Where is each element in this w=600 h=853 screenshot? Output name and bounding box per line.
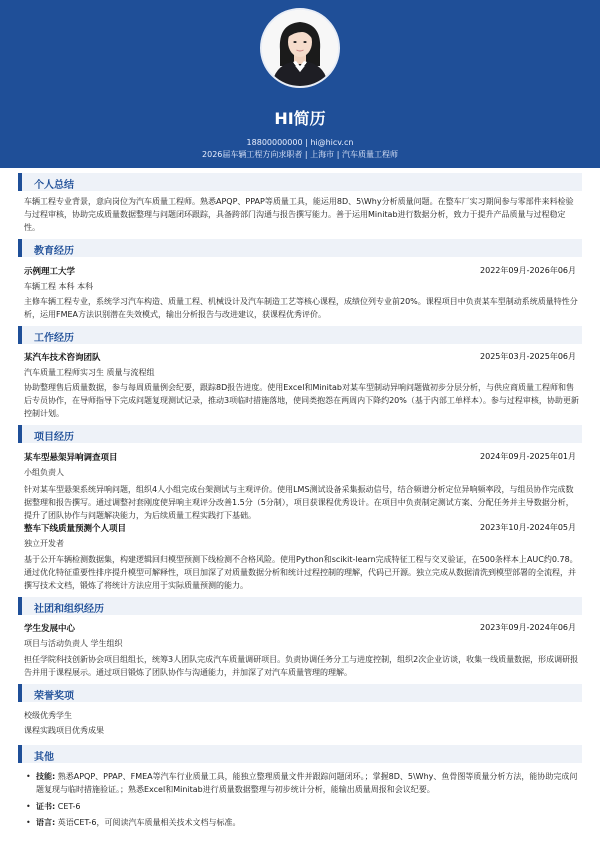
project-date: 2024年09月-2025年01月: [480, 452, 576, 461]
section-title-campus: [18, 597, 582, 615]
education-org: 示例理工大学: [24, 267, 76, 277]
contact-line: 18800000000 | hi@hicv.cn: [246, 138, 354, 147]
section-title-text: 荣誉奖项: [34, 691, 74, 702]
project-org: 某车型悬架异响调查项目: [24, 453, 118, 463]
section-title-text: 个人总结: [34, 180, 74, 191]
other-certificates: [26, 800, 582, 813]
avatar-photo-icon: [262, 10, 338, 86]
resume-header: [0, 0, 600, 168]
work-desc: 协助整理售后质量数据，参与每周质量例会纪要，跟踪8D报告进度。使用Excel和Minitab对某车型制动异响问题做初步分层分析，与供应商质量工程师和售后专员协作，在导师指导下完成问题复现测试记录，推动3项临时措施落地，使同类抱怨在两周内下降约20%（基于内部工单样本）。参与过程审核，协助更新控制计划。: [24, 383, 579, 418]
other-text: 英语CET-6，可阅读汽车质量相关技术文档与标准。: [57, 818, 241, 827]
other-text: 熟悉APQP、PPAP、FMEA等汽车行业质量工具，能独立整理质量文件并跟踪问题闭环。；掌握8D、5\Why、鱼骨图等质量分析方法，能协助完成问题复现与临时措施验证。；熟悉Excel和Minitab进行质量数据整理与初步统计分析，能输出质量周报和会议纪要。: [36, 772, 578, 794]
resume-name: HI简历: [274, 109, 326, 128]
campus-desc: 担任学院科技创新协会项目组组长，统筹3人团队完成汽车质量调研项目。负责协调任务分工与进度控制，组织2次企业访谈，收集一线质量数据，形成调研报告并用于课程展示。通过项目锻炼了团队协作与沟通能力，并加深了对汽车质量管理的理解。: [24, 655, 579, 677]
summary-text: 车辆工程专业背景，意向岗位为汽车质量工程师。熟悉APQP、PPAP等质量工具，能运用8D、5\Why分析质量问题。在整车厂实习期间参与零部件来料检验与过程审核，协助完成质量数据整理与问题闭环跟踪，具备跨部门沟通与报告撰写能力。善于运用Minitab进行数据分析，致力于提升产品质量与过程稳定性。: [24, 197, 574, 232]
campus-org: 学生发展中心: [24, 624, 76, 634]
education-date: 2022年09月-2026年06月: [480, 266, 576, 275]
contact-info: [0, 137, 600, 161]
project-desc: 针对某车型悬架系统异响问题，组织4人小组完成台架测试与主观评价。使用LMS测试设备采集振动信号，结合频谱分析定位异响频率段，与组员协作完成数据整理和报告撰写。通过调整衬套刚度使异响主观评分改善1.5分（5分制），项目获课程优秀设计。在项目中负责制定测试方案、分配任务并主导数据分析，提升了团队协作与问题解决能力，为后续质量工程实践打下基础。: [24, 485, 574, 520]
other-language: [26, 816, 582, 829]
other-label: 语言:: [36, 818, 56, 827]
bullet-icon: •: [26, 802, 31, 811]
section-title-text: 项目经历: [34, 432, 74, 443]
education-major: 车辆工程 本科 本科: [24, 282, 94, 291]
award-item: 校级优秀学生: [24, 711, 72, 720]
other-text: CET-6: [57, 802, 81, 811]
section-title-text: 工作经历: [34, 333, 74, 344]
bullet-icon: •: [26, 818, 31, 827]
section-title-summary: [18, 173, 582, 191]
award-item: 课程实践项目优秀成果: [24, 726, 104, 735]
campus-role: 项目与活动负责人 学生组织: [24, 639, 123, 648]
project-role: 小组负责人: [24, 468, 64, 477]
section-title-work: [18, 326, 582, 344]
campus-date: 2023年09月-2024年06月: [480, 623, 576, 632]
education-desc: 主修车辆工程专业，系统学习汽车构造、质量工程、机械设计及汽车制造工艺等核心课程，成绩位列专业前20%。课程项目中负责某车型制动系统质量特性分析，运用FMEA方法识别潜在失效模式，输出分析报告与改进建议，获课程优秀评价。: [24, 297, 578, 319]
other-label: 证书:: [36, 802, 56, 811]
other-label: 技能:: [36, 772, 56, 781]
section-title-text: 其他: [34, 752, 54, 763]
section-title-awards: [18, 684, 582, 702]
project-org: 整车下线质量预测个人项目: [24, 524, 127, 534]
section-title-education: [18, 239, 582, 257]
section-title-text: 社团和组织经历: [34, 604, 104, 615]
work-org: 某汽车技术咨询团队: [24, 353, 101, 363]
section-title-projects: [18, 425, 582, 443]
section-title-text: 教育经历: [34, 246, 74, 257]
work-role: 汽车质量工程师实习生 质量与流程组: [24, 368, 155, 377]
section-title-other: [18, 745, 582, 763]
project-desc: 基于公开车辆检测数据集，构建逻辑回归模型预测下线检测不合格风险。使用Python和scikit-learn完成特征工程与交叉验证，在500条样本上AUC约0.78。通过优化特征重要性排序提升模型可解释性，项目加深了对质量数据分析和统计过程控制的理解，代码已开源。独立完成从数据清洗到模型部署的全流程，并撰写技术文档，锻炼了将统计方法应用于实际质量预测的能力。: [24, 555, 578, 590]
intent-line: 2026届车辆工程方向求职者 | 上海市 | 汽车质量工程师: [202, 150, 398, 159]
project-role: 独立开发者: [24, 539, 64, 548]
bullet-icon: •: [26, 772, 31, 781]
work-date: 2025年03月-2025年06月: [480, 352, 576, 361]
avatar: [260, 8, 340, 88]
other-skills: [26, 770, 582, 796]
project-date: 2023年10月-2024年05月: [480, 523, 576, 532]
